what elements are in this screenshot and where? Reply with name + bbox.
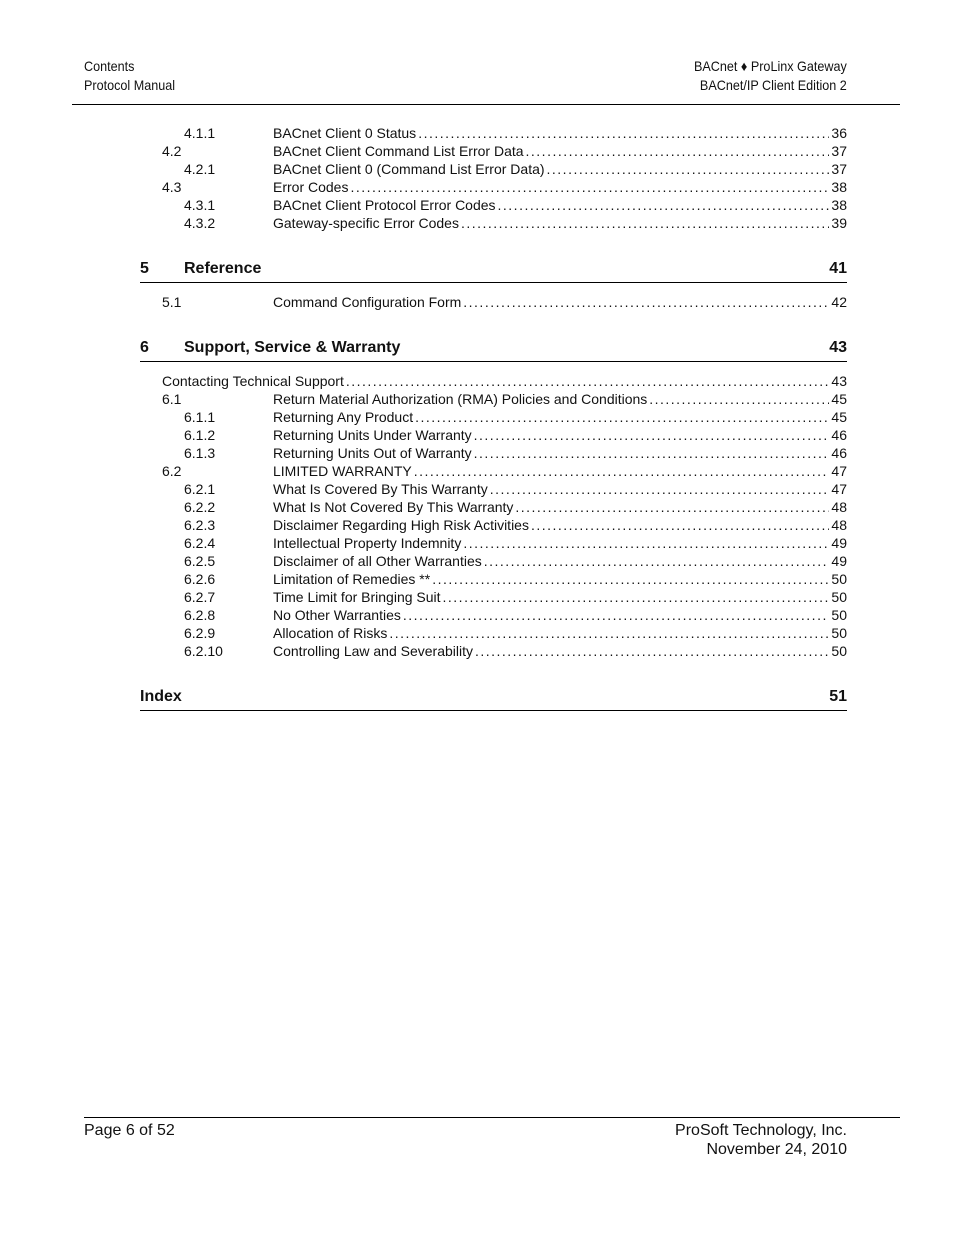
toc-entry-title: LIMITED WARRANTY — [273, 463, 412, 479]
dot-leader — [403, 606, 830, 624]
toc-entry-page: 36 — [831, 125, 847, 141]
dot-leader — [475, 642, 829, 660]
section-page: 41 — [829, 260, 847, 277]
toc-entry-page: 45 — [831, 391, 847, 407]
toc-entry-number: 6.2.7 — [184, 589, 216, 605]
toc-entry-number: 6.2.1 — [184, 481, 216, 497]
footer-date: November 24, 2010 — [706, 1141, 847, 1158]
dot-leader — [515, 498, 829, 516]
section-number: 6 — [140, 339, 149, 356]
toc-entry-title: Controlling Law and Severability — [273, 643, 473, 659]
toc-entry-title: Command Configuration Form — [273, 294, 462, 310]
toc-entry-number: 6.2.10 — [184, 643, 223, 659]
toc-entry[interactable] — [140, 462, 847, 480]
toc-entry-title: Returning Units Out of Warranty — [273, 445, 472, 461]
toc-entry[interactable] — [140, 214, 847, 232]
toc-entry-title: BACnet Client 0 (Command List Error Data) — [273, 161, 545, 177]
section-page: 43 — [829, 339, 847, 356]
toc-entry[interactable] — [140, 293, 847, 311]
toc-entry-page: 50 — [831, 607, 847, 623]
toc-entry-page: 47 — [831, 481, 847, 497]
toc-entry-number: 6.1 — [162, 391, 182, 407]
toc-entry-title: No Other Warranties — [273, 607, 401, 623]
toc-entry-title: What Is Covered By This Warranty — [273, 481, 488, 497]
toc-entry[interactable] — [140, 142, 847, 160]
header-right — [694, 57, 847, 95]
footer-divider — [84, 1117, 900, 1118]
toc-entry[interactable] — [140, 552, 847, 570]
toc-entry-title: What Is Not Covered By This Warranty — [273, 499, 514, 515]
toc-entry-title: BACnet Client Protocol Error Codes — [273, 197, 496, 213]
dot-leader — [414, 462, 830, 480]
section-title: Reference — [184, 260, 262, 277]
toc-entry-number: 6.2.2 — [184, 499, 216, 515]
toc-entry-number: 4.3.2 — [184, 215, 216, 231]
toc-entry[interactable] — [140, 642, 847, 660]
toc-entry[interactable] — [140, 196, 847, 214]
dot-leader — [547, 160, 830, 178]
section-page: 51 — [829, 688, 847, 705]
toc-entry-number: 4.3.1 — [184, 197, 216, 213]
toc-entry[interactable] — [140, 498, 847, 516]
toc-entry-number: 6.2 — [162, 463, 182, 479]
dot-leader — [490, 480, 830, 498]
toc-entry-page: 49 — [831, 535, 847, 551]
dot-leader — [463, 293, 829, 311]
dot-leader — [346, 372, 830, 390]
toc-group-section-4 — [140, 124, 847, 232]
toc-entry-page: 45 — [831, 409, 847, 425]
toc-entry[interactable] — [140, 444, 847, 462]
toc-entry-title: BACnet Client 0 Status — [273, 125, 417, 141]
toc-entry[interactable] — [140, 160, 847, 178]
dot-leader — [498, 196, 830, 214]
toc-entry-number: 6.2.6 — [184, 571, 216, 587]
dot-leader — [432, 570, 829, 588]
toc-entry-page: 37 — [831, 143, 847, 159]
toc-entry-number: 4.3 — [162, 179, 182, 195]
toc-entry[interactable] — [140, 606, 847, 624]
toc-entry-title: Time Limit for Bringing Suit — [273, 589, 441, 605]
toc-entry[interactable] — [140, 426, 847, 444]
toc-entry-number: 6.1.3 — [184, 445, 216, 461]
toc-entry[interactable] — [140, 408, 847, 426]
toc-entry-page: 49 — [831, 553, 847, 569]
header-manual-label: Protocol Manual — [84, 77, 176, 93]
toc-entry[interactable] — [140, 588, 847, 606]
toc-section-support[interactable] — [140, 337, 847, 362]
toc-entry-number: 6.2.9 — [184, 625, 216, 641]
toc-entry-number: 4.2.1 — [184, 161, 216, 177]
toc-entry-page: 42 — [831, 294, 847, 310]
toc-entry[interactable] — [140, 534, 847, 552]
dot-leader — [484, 552, 830, 570]
header-left — [84, 57, 175, 95]
toc-entry-contacting-support[interactable] — [140, 372, 847, 390]
toc-entry[interactable] — [140, 390, 847, 408]
toc-entry[interactable] — [140, 570, 847, 588]
dot-leader — [443, 588, 830, 606]
toc-entry-page: 50 — [831, 571, 847, 587]
dot-leader — [526, 142, 830, 160]
dot-leader — [415, 408, 829, 426]
toc-entry-number: 6.2.3 — [184, 517, 216, 533]
header-edition-label: BACnet/IP Client Edition 2 — [700, 77, 847, 93]
toc-entry-title: Gateway-specific Error Codes — [273, 215, 459, 231]
toc-entry-page: 50 — [831, 643, 847, 659]
toc-entry-number: 4.2 — [162, 143, 182, 159]
toc-entry-title: Error Codes — [273, 179, 349, 195]
toc-entry-title: Return Material Authorization (RMA) Policies and Conditions — [273, 391, 648, 407]
toc-entry-number: 6.2.8 — [184, 607, 216, 623]
section-number: 5 — [140, 260, 149, 277]
section-title: Support, Service & Warranty — [184, 339, 401, 356]
dot-leader — [461, 214, 829, 232]
toc-entry-page: 47 — [831, 463, 847, 479]
dot-leader — [418, 124, 829, 142]
toc-entry-page: 38 — [831, 197, 847, 213]
toc-entry-title: Disclaimer Regarding High Risk Activities — [273, 517, 529, 533]
toc-entry-title: Contacting Technical Support — [162, 373, 344, 389]
dot-leader — [463, 534, 829, 552]
footer-right — [675, 1121, 847, 1159]
toc-entry-page: 39 — [831, 215, 847, 231]
toc-entry[interactable] — [140, 480, 847, 498]
toc-entry-page: 37 — [831, 161, 847, 177]
dot-leader — [350, 178, 829, 196]
toc-entry-page: 38 — [831, 179, 847, 195]
toc-entry-number: 6.1.2 — [184, 427, 216, 443]
dot-leader — [474, 444, 830, 462]
toc-entry-page: 43 — [831, 373, 847, 389]
section-title: Index — [140, 688, 182, 705]
toc-entry-number: 4.1.1 — [184, 125, 216, 141]
header-product-label: BACnet ♦ ProLinx Gateway — [694, 58, 847, 74]
toc-entry-title: Returning Units Under Warranty — [273, 427, 472, 443]
header-divider — [72, 104, 900, 105]
toc-entry-page: 46 — [831, 445, 847, 461]
toc-entry[interactable] — [140, 624, 847, 642]
dot-leader — [474, 426, 830, 444]
header-section-label: Contents — [84, 58, 135, 74]
toc-entry-title: Limitation of Remedies ** — [273, 571, 431, 587]
toc-entry-number: 6.1.1 — [184, 409, 216, 425]
toc-section-reference[interactable] — [140, 258, 847, 283]
toc-group-section-5 — [140, 293, 847, 311]
toc-entry[interactable] — [140, 516, 847, 534]
toc-entry-page: 50 — [831, 625, 847, 641]
toc-entry-title: Returning Any Product — [273, 409, 414, 425]
toc-entry-number: 6.2.5 — [184, 553, 216, 569]
toc-entry-page: 50 — [831, 589, 847, 605]
dot-leader — [531, 516, 829, 534]
toc-entry-title: Allocation of Risks — [273, 625, 388, 641]
toc-entry-page: 46 — [831, 427, 847, 443]
toc-section-index[interactable] — [140, 686, 847, 711]
toc-entry-number: 6.2.4 — [184, 535, 216, 551]
table-of-contents — [140, 124, 847, 711]
toc-entry[interactable] — [140, 178, 847, 196]
footer-company: ProSoft Technology, Inc. — [675, 1122, 847, 1139]
toc-entry-page: 48 — [831, 517, 847, 533]
toc-entry-title: Disclaimer of all Other Warranties — [273, 553, 482, 569]
dot-leader — [649, 390, 829, 408]
toc-entry-page: 48 — [831, 499, 847, 515]
footer-page-number: Page 6 of 52 — [84, 1122, 175, 1139]
toc-entry-title: BACnet Client Command List Error Data — [273, 143, 524, 159]
toc-entry-number: 5.1 — [162, 294, 182, 310]
toc-group-section-6 — [140, 390, 847, 660]
dot-leader — [389, 624, 829, 642]
toc-entry-title: Intellectual Property Indemnity — [273, 535, 462, 551]
toc-entry[interactable] — [140, 124, 847, 142]
